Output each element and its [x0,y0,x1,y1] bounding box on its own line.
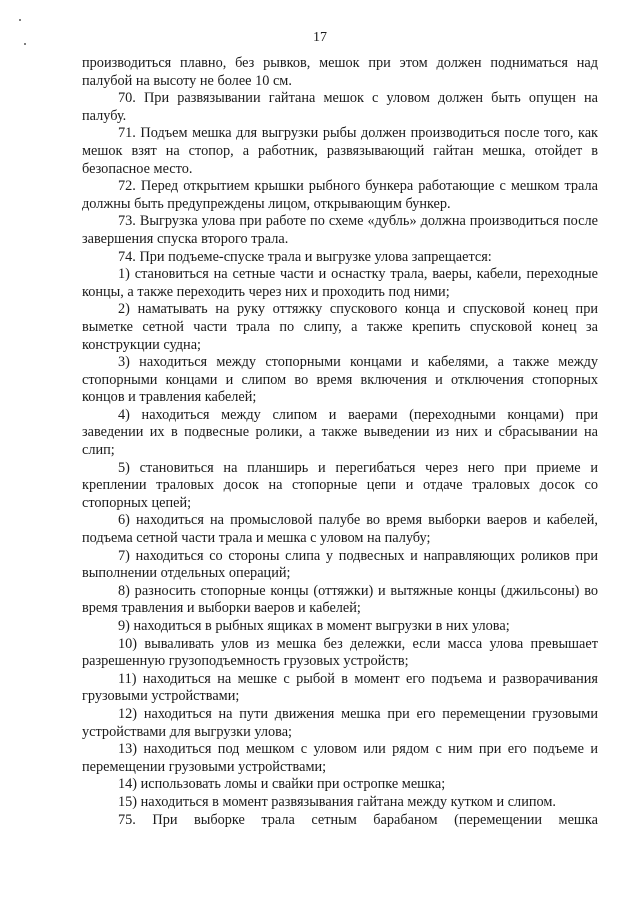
paragraph-75: 75. При выборке трала сетным барабаном (перемещении мешка [118,811,598,828]
list-item-2: 2) наматывать на руку оттяжку спускового конца и спусковой конец при выметке сетной части трала по слипу, а также крепить спусковой конец за конструкции судна; [82,301,598,353]
list-item-10: 10) вываливать улов из мешка без дележки, если масса улова превышает разрешенную грузоподъемность грузовых устройств; [82,635,598,670]
list-item-5: 5) становиться на планширь и перегибаться через него при приеме и креплении траловых досок на стопорные цепи и отдаче траловых досок со стопорных цепей; [82,459,598,511]
list-item-9: 9) находиться в рыбных ящиках в момент выгрузки в них улова; [118,618,510,634]
list-item-8: 8) разносить стопорные концы (оттяжки) и вытяжные концы (джильсоны) во время травления и выборки ваеров и кабелей; [82,582,598,617]
list-item-14: 14) использовать ломы и свайки при остропке мешка; [118,776,446,793]
scan-speck [24,43,26,45]
list-item-13: 13) находиться под мешком с уловом или рядом с ним при его подъеме и перемещении грузовыми устройствами; [82,741,598,775]
paragraph-73: 73. Выгрузка улова при работе по схеме «дубль» должна производиться после завершения спуска второго трала. [82,213,598,247]
list-item-4: 4) находиться между слипом и ваерами (переходными концами) при заведении их в подвесные ролики, а также выведении из них и сбрасывании на слип; [82,406,598,459]
paragraph-70: 70. При развязывании гайтана мешок с уловом должен быть опущен на палубу. [82,90,598,124]
list-item-11: 11) находиться на мешке с рыбой в момент его подъема и разворачивания грузовыми устройствами; [82,670,598,705]
paragraph-74: 74. При подъеме-спуске трала и выгрузке улова запрещается: [118,248,492,265]
list-item-1: 1) становиться на сетные части и оснастку трала, ваеры, кабели, переходные концы, а также переходить через них и проходить под ними; [82,266,598,300]
paragraph-71: 71. Подъем мешка для выгрузки рыбы должен производиться после того, как мешок взят на стопор, а работник, развязывающий гайтан мешка, отойдет в безопасное место. [82,125,598,177]
paragraph-continuation: производиться плавно, без рывков, мешок при этом должен подниматься над палубой на высоту не более 10 см. [82,55,598,89]
document-body [82,55,598,829]
page-number: 17 [313,30,327,45]
paragraph-72: 72. Перед открытием крышки рыбного бункера работающие с мешком трала должны быть предупреждены лицом, открывающим бункер. [82,178,598,212]
list-item-6: 6) находиться на промысловой палубе во время выборки ваеров и кабелей, подъема сетной части трала и мешка с уловом на палубу; [82,512,598,547]
list-item-7: 7) находиться со стороны слипа у подвесных и направляющих роликов при выполнении отдельных операций; [82,547,598,582]
list-item-12: 12) находиться на пути движения мешка при его перемещении грузовыми устройствами для выгрузки улова; [82,705,598,740]
list-item-15: 15) находиться в момент развязывания гайтана между кутком и слипом. [118,793,556,810]
list-item-3: 3) находиться между стопорными концами и кабелями, а также между стопорными концами и слипом во время включения и отключения стопорных концов и травления кабелей; [82,354,598,406]
scan-speck [19,19,21,21]
